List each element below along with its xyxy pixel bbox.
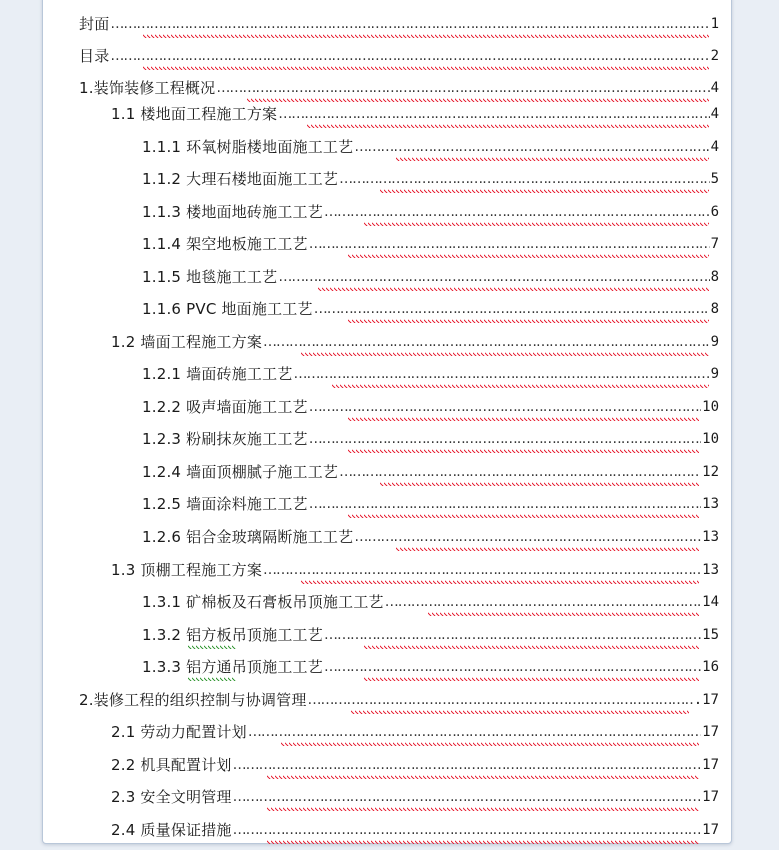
toc-entry-page: 9 <box>710 366 719 382</box>
toc-entry-page: 10 <box>702 399 719 415</box>
toc-entry-title: 2.4 质量保证措施 <box>111 821 232 839</box>
toc-entry[interactable] <box>111 99 719 123</box>
toc-entry[interactable] <box>142 522 719 546</box>
toc-entry-title: 封面 <box>79 15 110 33</box>
toc-entry-page: 5 <box>710 171 719 187</box>
spellcheck-underline <box>364 645 699 649</box>
toc-entry[interactable] <box>142 294 719 318</box>
toc-entry-title: 1.1.1 环氧树脂楼地面施工工艺 <box>142 138 354 156</box>
toc-entry-title: 1.2 墙面工程施工方案 <box>111 333 263 351</box>
toc-entry-title: 1.2.6 铝合金玻璃隔断施工工艺 <box>142 528 354 546</box>
toc-leader-dots <box>354 138 709 156</box>
toc-entry-title: 1.1 楼地面工程施工方案 <box>111 105 278 123</box>
toc-leader-dots <box>309 495 701 513</box>
spellcheck-underline <box>301 580 699 584</box>
toc-entry-title: 1.1.2 大理石楼地面施工工艺 <box>142 170 339 188</box>
toc-entry-page: 13 <box>702 496 719 512</box>
toc-leader-dots <box>278 105 709 123</box>
toc-entry[interactable] <box>79 41 719 65</box>
toc-leader-dots <box>354 528 701 546</box>
spellcheck-underline <box>143 34 709 38</box>
spellcheck-underline <box>348 449 699 453</box>
toc-leader-dots <box>216 79 709 97</box>
toc-entry-title: 1.3 顶棚工程施工方案 <box>111 561 263 579</box>
toc-entry[interactable] <box>142 489 719 513</box>
toc-entry-title: 1.1.5 地毯施工工艺 <box>142 268 278 286</box>
toc-entry-title: 1.2.4 墙面顶棚腻子施工工艺 <box>142 463 339 481</box>
spellcheck-underline <box>301 352 709 356</box>
toc-entry[interactable] <box>142 620 719 644</box>
toc-entry-page: 4 <box>710 80 719 96</box>
toc-entry[interactable] <box>142 392 719 416</box>
toc-leader-dots <box>233 788 702 806</box>
toc-leader-dots <box>314 300 710 318</box>
toc-entry-title: 1.2.2 吸声墙面施工工艺 <box>142 398 308 416</box>
spellcheck-underline <box>332 384 709 388</box>
spellcheck-underline <box>281 742 699 746</box>
toc-leader-dots <box>339 170 709 188</box>
toc-entry-page: 2 <box>710 48 719 64</box>
toc-leader-dots <box>324 203 710 221</box>
spellcheck-underline <box>267 775 699 779</box>
toc-entry-page: 16 <box>702 659 719 675</box>
toc-entry[interactable] <box>142 197 719 221</box>
toc-entry-page: 10 <box>702 431 719 447</box>
toc-entry-page: 13 <box>702 562 719 578</box>
toc-leader-dots <box>294 365 710 383</box>
toc-entry-title: 1.3.1 矿棉板及石膏板吊顶施工工艺 <box>142 593 384 611</box>
toc-entry-page: 4 <box>710 106 719 122</box>
toc-entry-title: 2.1 劳动力配置计划 <box>111 723 247 741</box>
spellcheck-underline <box>307 124 709 128</box>
toc-entry-page: 9 <box>710 334 719 350</box>
toc-entry[interactable] <box>79 9 719 33</box>
toc-entry[interactable] <box>111 717 719 741</box>
toc-leader-dots <box>248 723 701 741</box>
toc-entry-title: 1.2.5 墙面涂料施工工艺 <box>142 495 308 513</box>
toc-entry[interactable] <box>111 327 719 351</box>
toc-leader-dots <box>233 821 702 839</box>
toc-entry-page: 7 <box>710 236 719 252</box>
spellcheck-underline <box>267 840 699 844</box>
toc-entry-title: 1.2.1 墙面砖施工工艺 <box>142 365 293 383</box>
toc-entry[interactable] <box>79 685 719 709</box>
spellcheck-underline <box>380 482 699 486</box>
toc-entry-page: 17 <box>702 757 719 773</box>
document-page[interactable] <box>42 0 732 844</box>
toc-leader-dots <box>278 268 709 286</box>
toc-entry-page: 4 <box>710 139 719 155</box>
toc-entry[interactable] <box>111 782 719 806</box>
toc-entry[interactable] <box>79 73 719 97</box>
toc-entry-title: 1.3.3 铝方通吊顶施工工艺 <box>142 658 323 676</box>
toc-leader-dots <box>308 691 693 709</box>
toc-entry[interactable] <box>142 229 719 253</box>
grammar-underline <box>188 645 236 649</box>
toc-leader-dots <box>309 430 701 448</box>
toc-entry[interactable] <box>142 132 719 156</box>
spellcheck-underline <box>348 254 709 258</box>
toc-leader-dots <box>339 463 701 481</box>
toc-entry-title: 1.1.4 架空地板施工工艺 <box>142 235 308 253</box>
toc-entry-page: 17 <box>702 724 719 740</box>
toc-entry-page: 1 <box>710 16 719 32</box>
toc-leader-dots <box>263 561 701 579</box>
spellcheck-underline <box>396 547 699 551</box>
toc-entry-page: 14 <box>702 594 719 610</box>
toc-leader-dots <box>309 235 710 253</box>
toc-entry-page: 15 <box>702 627 719 643</box>
toc-entry-page: 8 <box>710 301 719 317</box>
toc-leader-dots <box>324 658 701 676</box>
toc-entry-page: 6 <box>710 204 719 220</box>
toc-entry-title: 1.1.6 PVC 地面施工工艺 <box>142 300 313 318</box>
toc-entry[interactable] <box>142 652 719 676</box>
toc-leader-dots <box>263 333 710 351</box>
toc-entry-title: 2.装修工程的组织控制与协调管理 <box>79 691 307 709</box>
toc-leader-dots <box>385 593 701 611</box>
toc-entry[interactable] <box>142 424 719 448</box>
spellcheck-underline <box>351 710 689 714</box>
spellcheck-underline <box>318 287 709 291</box>
toc-entry-title: 2.3 安全文明管理 <box>111 788 232 806</box>
toc-entry-page: .17 <box>693 692 719 708</box>
toc-entry[interactable] <box>111 750 719 774</box>
toc-entry-title: 1.3.2 铝方板吊顶施工工艺 <box>142 626 323 644</box>
spellcheck-underline <box>396 157 709 161</box>
toc-entry-page: 17 <box>702 822 719 838</box>
toc-entry-page: 17 <box>702 789 719 805</box>
spellcheck-underline <box>143 66 709 70</box>
toc-entry-title: 1.2.3 粉刷抹灰施工工艺 <box>142 430 308 448</box>
toc-entry-title: 目录 <box>79 47 110 65</box>
toc-leader-dots <box>233 756 702 774</box>
spellcheck-underline <box>267 807 699 811</box>
toc-entry[interactable] <box>111 555 719 579</box>
spellcheck-underline <box>364 222 709 226</box>
toc-entry[interactable] <box>111 815 719 839</box>
toc-leader-dots <box>110 47 709 65</box>
spellcheck-underline <box>428 612 699 616</box>
toc-leader-dots <box>110 15 709 33</box>
toc-entry[interactable] <box>142 262 719 286</box>
spellcheck-underline <box>348 417 699 421</box>
toc-leader-dots <box>309 398 701 416</box>
toc-entry[interactable] <box>142 359 719 383</box>
spellcheck-underline <box>348 514 699 518</box>
toc-leader-dots <box>324 626 701 644</box>
toc-entry-page: 8 <box>710 269 719 285</box>
spellcheck-underline <box>380 189 709 193</box>
toc-entry-page: 12 <box>702 464 719 480</box>
toc-entry-title: 1.装饰装修工程概况 <box>79 79 216 97</box>
spellcheck-underline <box>364 677 699 681</box>
toc-entry[interactable] <box>142 457 719 481</box>
toc-entry-title: 2.2 机具配置计划 <box>111 756 232 774</box>
spellcheck-underline <box>348 319 709 323</box>
grammar-underline <box>188 677 236 681</box>
toc-entry-title: 1.1.3 楼地面地砖施工工艺 <box>142 203 323 221</box>
toc-entry-page: 13 <box>702 529 719 545</box>
toc-entry[interactable] <box>142 164 719 188</box>
toc-entry[interactable] <box>142 587 719 611</box>
